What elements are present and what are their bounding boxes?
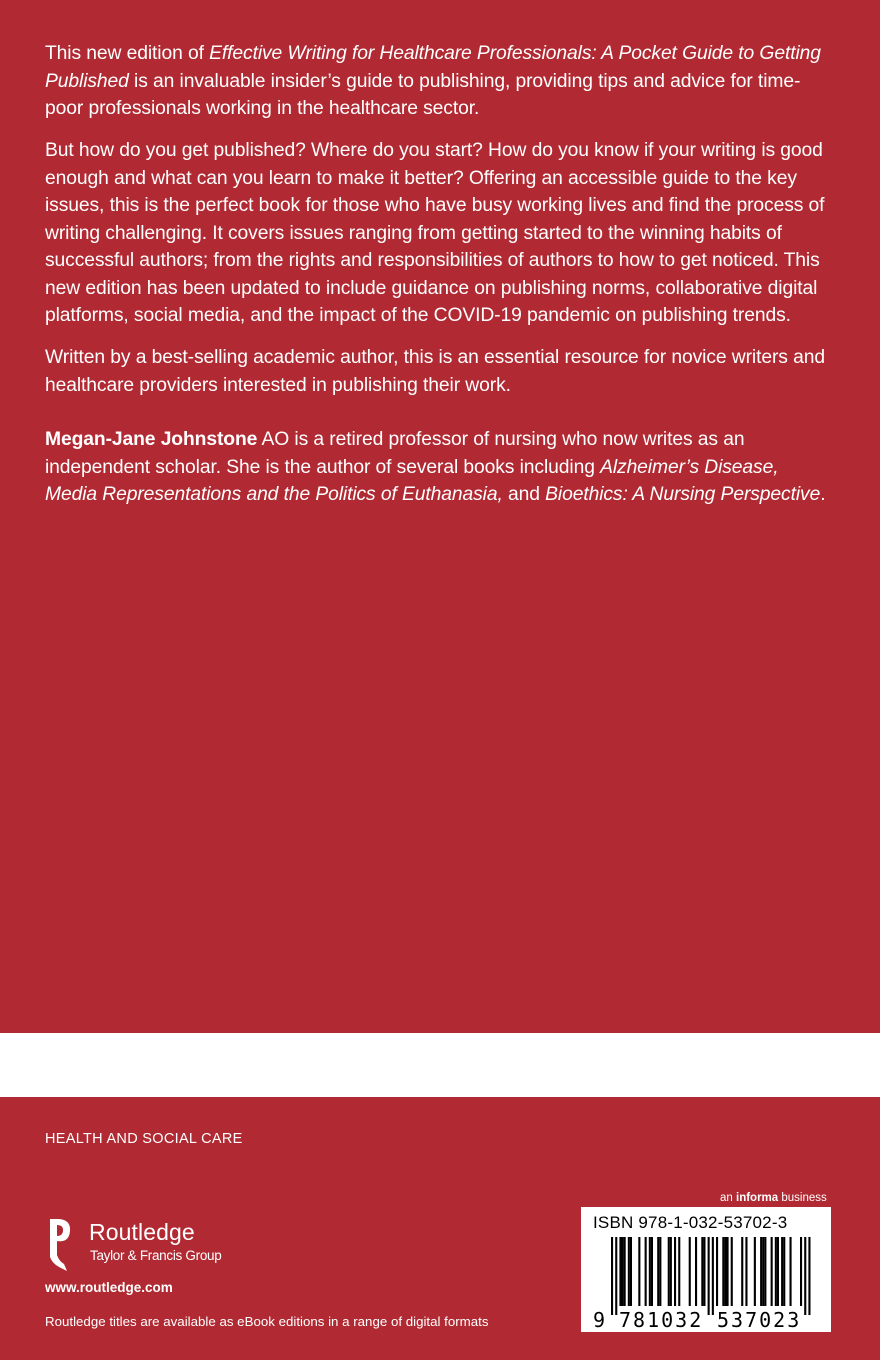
white-divider-band: [0, 1033, 880, 1097]
barcode-bar: [645, 1237, 647, 1306]
blurb-intro-suffix: is an invaluable insider’s guide to publishing, providing tips and advice for time-poor professionals working in the healthcare sector.: [45, 70, 801, 119]
author-bio-text: AO is a retired professor of nursing who now writes as an independent scholar. She is the author of several books including: [45, 429, 745, 478]
isbn-label: ISBN 978-1-032-53702-3: [593, 1213, 788, 1232]
informa-suffix: business: [778, 1192, 827, 1204]
barcode-bar: [722, 1237, 724, 1306]
barcode-bar: [781, 1237, 783, 1306]
routledge-vertical-text: ROUTLEDGE: [44, 1237, 50, 1268]
barcode-bar: [649, 1237, 651, 1306]
publisher-name: Routledge: [89, 1219, 195, 1245]
barcode-digits-right: 537023: [717, 1308, 802, 1332]
isbn-barcode: [581, 1207, 831, 1332]
barcode-bar: [619, 1237, 621, 1306]
barcode-bar: [790, 1237, 792, 1306]
barcode-bar: [678, 1237, 680, 1306]
barcode-bar: [622, 1237, 624, 1306]
barcode-bar: [727, 1237, 729, 1306]
routledge-logo: [43, 1217, 243, 1267]
informa-prefix: an: [720, 1192, 736, 1204]
blurb-paragraph-audience: Written by a best-selling academic author, this is an essential resource for novice writers and healthcare providers interested in publishing their work.: [45, 347, 825, 396]
barcode-bar: [701, 1237, 703, 1306]
barcode-bar: [804, 1237, 806, 1315]
barcode-bar: [668, 1237, 670, 1306]
barcode-bar: [731, 1237, 733, 1306]
author-book-title: Alzheimer’s Disease, Media Representations and the Politics of Euthanasia,: [45, 456, 779, 505]
publisher-website[interactable]: www.routledge.com: [45, 1280, 173, 1295]
barcode-bar: [628, 1237, 630, 1306]
subject-category: HEALTH AND SOCIAL CARE: [45, 1131, 243, 1147]
routledge-r-icon: [43, 1217, 79, 1271]
barcode-bar: [808, 1237, 810, 1315]
barcode-bar: [745, 1237, 747, 1306]
barcode-bar: [624, 1237, 626, 1306]
barcode-bar: [615, 1237, 617, 1315]
barcode-bar: [762, 1237, 764, 1306]
author-bio: [45, 426, 835, 509]
book-blurb: [45, 40, 835, 523]
barcode-bar: [764, 1237, 766, 1306]
informa-tagline: [720, 1192, 827, 1204]
barcode-bar: [724, 1237, 726, 1306]
barcode-bar: [674, 1237, 676, 1306]
blurb-paragraph-intro: [45, 40, 835, 123]
author-bio-conjunction: and: [502, 484, 546, 505]
barcode-bar: [783, 1237, 785, 1306]
barcode-bar: [760, 1237, 762, 1306]
informa-brand: informa: [736, 1192, 779, 1204]
author-name: Megan-Jane Johnstone: [45, 429, 258, 450]
barcode-bar: [611, 1237, 613, 1315]
barcode-digit-first: 9: [593, 1308, 606, 1332]
publisher-group: Taylor & Francis Group: [90, 1248, 222, 1263]
author-bio-period: .: [820, 484, 826, 505]
barcode-bar: [659, 1237, 661, 1306]
ebook-availability-note: Routledge titles are available as eBook editions in a range of digital formats: [45, 1314, 489, 1329]
barcode-bar: [703, 1237, 705, 1306]
barcode-bar: [689, 1237, 691, 1306]
barcode-bar: [800, 1237, 802, 1306]
barcode-bar: [670, 1237, 672, 1306]
barcode-bar: [741, 1237, 743, 1306]
author-book-title: Bioethics: A Nursing Perspective: [545, 484, 821, 505]
barcode-bar: [651, 1237, 653, 1306]
barcode-graphic: [581, 1207, 831, 1332]
blurb-paragraph-description: But how do you get published? Where do you start? How do you know if your writing is good enough and what can you learn to make it better? Offering an accessible guide to the key issues, this is the perfect book for those who have busy working lives and find the process of writing challenging. It covers issues ranging from getting started to the winning habits of successful authors; from the rights and responsibilities of authors to how to get noticed. This new edition has been updated to include guidance on publishing norms, collaborative digital platforms, social media, and the impact of the COVID-19 pandemic on publishing trends.: [45, 140, 825, 326]
barcode-bar: [638, 1237, 640, 1306]
barcode-bar: [630, 1237, 632, 1306]
blurb-intro-prefix: This new edition of: [45, 43, 210, 64]
barcode-bar: [712, 1237, 714, 1315]
barcode-bar: [775, 1237, 777, 1306]
barcode-bar: [716, 1237, 718, 1306]
barcode-bar: [708, 1237, 710, 1315]
back-cover-bottom-panel: [0, 1097, 880, 1360]
barcode-bar: [754, 1237, 756, 1306]
barcode-bar: [771, 1237, 773, 1306]
barcode-bar: [657, 1237, 659, 1306]
barcode-bar: [777, 1237, 779, 1306]
barcode-digits-left: 781032: [619, 1308, 704, 1332]
barcode-bar: [695, 1237, 697, 1306]
book-title-italic: Effective Writing for Healthcare Professionals: A Pocket Guide to Getting Published: [45, 43, 821, 92]
